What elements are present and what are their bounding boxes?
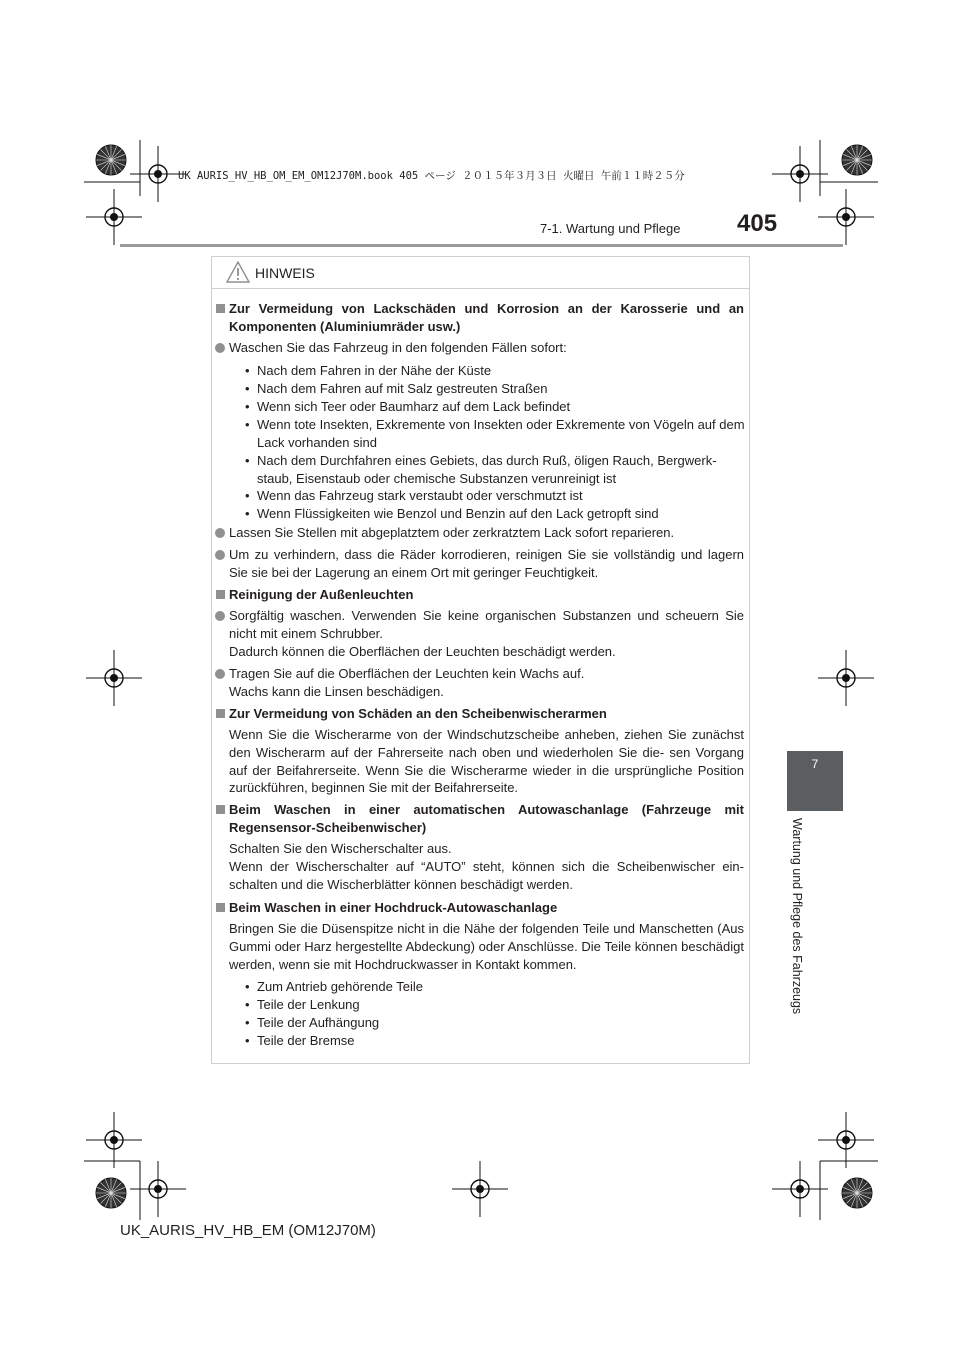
wiper-arms-text: Wenn Sie die Wischerarme von der Windschutzscheibe anheben, ziehen Sie zunächst den Wischerarm auf der Fahrerseite nach oben und wiederholen Sie die- sen Vorgang auf der Beifahrerseite. Wenn Sie die Wischerarme wieder in die ursprüngliche Position zurückführen, beginnen Sie mit der Beifahrerseite.: [229, 727, 744, 796]
warning-triangle-icon: [226, 261, 250, 283]
notice-title: HINWEIS: [255, 265, 315, 281]
section-heading-high-pressure: Beim Waschen in einer Hochdruck-Autowaschanlage: [229, 899, 744, 917]
round-bullet-icon: [215, 528, 225, 538]
bullet-repair-paint: Lassen Sie Stellen mit abgeplatztem oder zerkratztem Lack sofort reparieren.: [229, 524, 744, 542]
square-bullet-icon: [216, 304, 225, 313]
notice-box: HINWEIS Zur Vermeidung von Lackschäden und Korrosion an der Karosserie und an Komponenten (Aluminiumräder usw.) Waschen Sie das Fahrzeug in den folgenden Fällen sofort: • Nach dem Fahren in der Nähe der Küste • Nach dem Fahren auf mit Salz gestreuten Straßen • Wenn sich Teer oder Baumharz auf dem Lack befindet • Wenn tote Insekten, Exkremente von Insekten oder Exkremente von Vögeln auf dem Lack vorhanden sind • Nach dem Durchfahren eines Gebiets, das durch Ruß, öligen Rauch, Bergwerk- staub, Eisenstaub oder chemische Substanzen verunreinigt ist • Wenn das Fahrzeug stark verstaubt oder verschmutzt ist • Wenn Flüssigkeiten wie Benzol und Benzin auf den Lack getropft sind Lassen Sie Stellen mit abgeplatztem oder zerkratztem Lack sofort reparieren. Um zu verhindern, dass die Räder korrodieren, reinigen Sie sie vollständig und lagern Sie sie bei der Lagerung an einem Ort mit geringer Feuchtigkeit. Reinigung der Außenleuchten Sorgfältig waschen. Verwenden Sie keine organischen Substanzen und scheuern Sie nicht mit einem Schrubber. Dadurch können die Oberflächen der Leuchten beschädigt werden. Tragen Sie auf die Oberflächen der Leuchten kein Wachs auf. Wachs kann die Linsen beschädigen. Zur Vermeidung von Schäden an den Scheibenwischerarmen Wenn Sie die Wischerarme von der Windschutzscheibe anheben, ziehen Sie zunächst den Wischerarm auf der Fahrerseite nach oben und wiederholen Sie die- sen Vorgang auf der Beifahrerseite. Wenn Sie die Wischerarme wieder in die ursprüngliche Position zurückführen, beginnen Sie mit der Beifahrerseite. Beim Waschen in einer automatischen Autowaschanlage (Fahrzeuge mit Regensensor-Scheibenwischer) Schalten Sie den Wischerschalter aus. Wenn der Wischerschalter auf “AUTO” steht, können sich die Scheibenwischer ein- schalten und die Wischerblätter können beschädigt werden. Beim Waschen in einer Hochdruck-Autowaschanlage Bringen Sie die Düsenspitze nicht in die Nähe der folgenden Teile und Manschetten (Aus Gummi oder Harz hergestellte Abdeckung) oder Anschlüsse. Die Teile können beschädigt werden, wenn sie mit Hochdruckwasser in Kontakt kommen. • Zum Antrieb gehörende Teile • Teile der Lenkung • Teile der Aufhängung • Teile der Bremse: [211, 256, 750, 1064]
high-pressure-text: Bringen Sie die Düsenspitze nicht in die Nähe der folgenden Teile und Manschetten (Aus Gummi oder Harz hergestellte Abdeckung) oder Anschlüsse. Die Teile können beschädigt werden, wenn sie mit Hochdruckwasser in Kontakt kommen.: [229, 921, 744, 972]
round-bullet-icon: [215, 669, 225, 679]
section-title: 7-1. Wartung und Pflege: [540, 221, 681, 236]
footer-code: UK_AURIS_HV_HB_EM (OM12J70M): [120, 1222, 376, 1239]
bullet-careful-wash: Sorgfältig waschen. Verwenden Sie keine organischen Substanzen und scheuern Sie nicht mit einem Schrubber. Dadurch können die Oberflächen der Leuchten beschädigt werden.: [229, 607, 744, 660]
section-heading-paint: Zur Vermeidung von Lackschäden und Korrosion an der Karosserie und an Komponenten (Aluminiumräder usw.): [229, 300, 744, 336]
bullet-wheels: Um zu verhindern, dass die Räder korrodieren, reinigen Sie sie vollständig und lagern Sie sie bei der Lagerung an einem Ort mit geringer Feuchtigkeit.: [229, 546, 744, 582]
print-info-line: UK AURIS_HV_HB_OM_EM_OM12J70M.book 405 ページ ２０１５年３月３日 火曜日 午前１１時２５分: [178, 170, 685, 182]
section-heading-auto-wash: Beim Waschen in einer automatischen Autowaschanlage (Fahrzeuge mit Regensensor-Scheibenwischer): [229, 801, 744, 837]
chapter-number: 7: [811, 757, 819, 771]
header-rule: [120, 244, 843, 247]
square-bullet-icon: [216, 590, 225, 599]
notice-header: [212, 257, 749, 289]
square-bullet-icon: [216, 709, 225, 718]
round-bullet-icon: [215, 611, 225, 621]
bullet-wash-immediately: Waschen Sie das Fahrzeug in den folgenden Fällen sofort:: [229, 339, 744, 357]
chapter-tab: [787, 751, 843, 811]
square-bullet-icon: [216, 903, 225, 912]
bullet-no-wax: Tragen Sie auf die Oberflächen der Leuchten kein Wachs auf. Wachs kann die Linsen beschädigen.: [229, 665, 744, 701]
round-bullet-icon: [215, 550, 225, 560]
chapter-title: Wartung und Pflege des Fahrzeugs: [790, 818, 804, 1015]
page-number: 405: [737, 210, 778, 237]
auto-wash-text: Schalten Sie den Wischerschalter aus. Wenn der Wischerschalter auf “AUTO” steht, können sich die Scheibenwischer ein- schalten und die Wischerblätter können beschädigt werden.: [229, 841, 744, 892]
square-bullet-icon: [216, 805, 225, 814]
round-bullet-icon: [215, 343, 225, 353]
section-heading-wipers: Zur Vermeidung von Schäden an den Scheibenwischerarmen: [229, 705, 744, 723]
section-heading-lights: Reinigung der Außenleuchten: [229, 586, 744, 604]
